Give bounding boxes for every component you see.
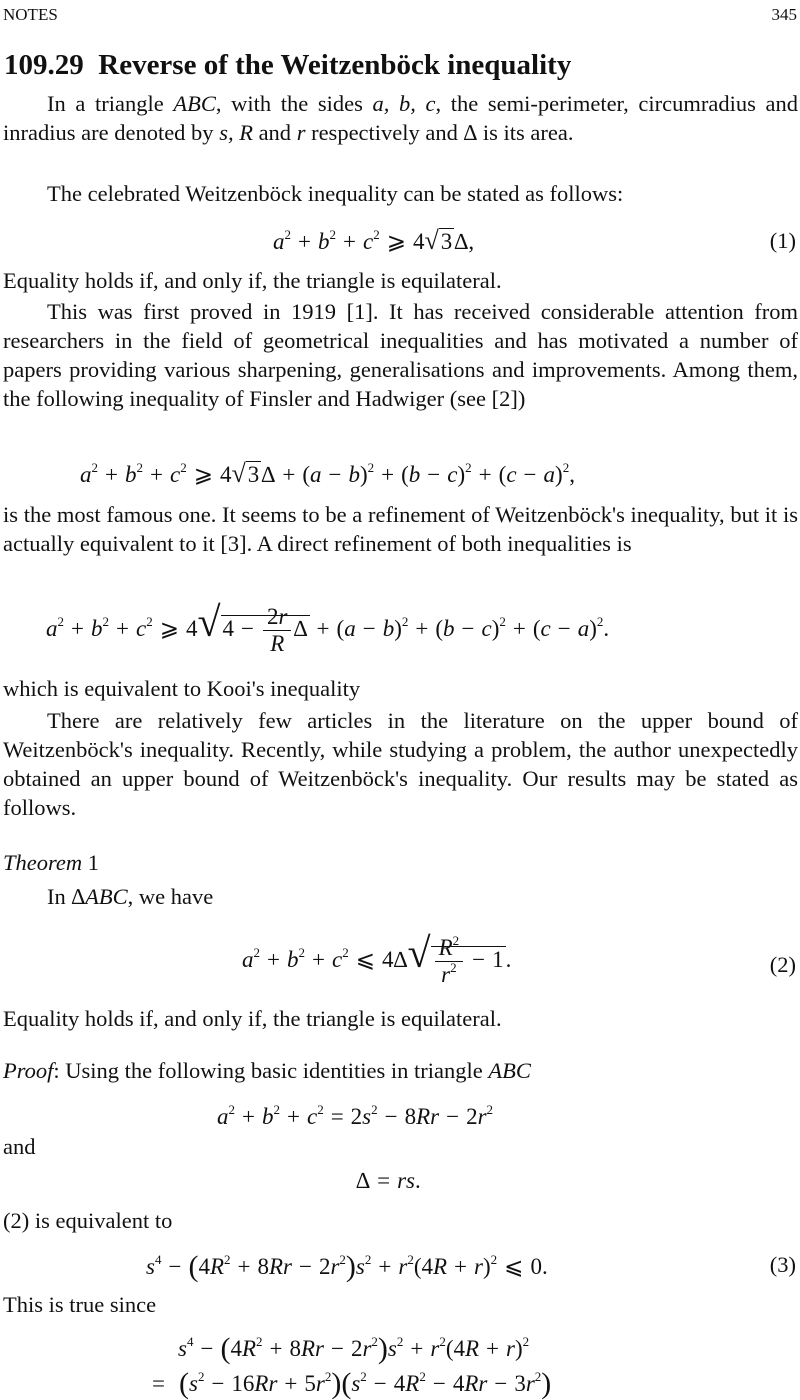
equation-1-number: (1): [769, 228, 796, 253]
equation-3: $s^4 - (4R^2 + 8Rr - 2r^2)s^2 + r^2(4R + r)^2$ ⩽ 0.: [146, 1250, 548, 1283]
equivalence-text: (2) is equivalent to: [3, 1208, 173, 1233]
kooi-equation: $a^2 + b^2 + c^2$ ⩾ 4√4 − $\frac{2r}{R}$ ∆ + $(a - b)^2 + (b - c)^2 + (c - a)^2$.: [46, 599, 610, 656]
finsler-hadwiger-equation: $a^2 + b^2 + c^2$ ⩾ $4√3\Delta + (a - b)^2 + (b - c)^2 + (c - a)^2$,: [80, 459, 575, 488]
proof-opening: Proof: Using the following basic identities in triangle ABC: [3, 1058, 531, 1083]
true-since-text: This is true since: [3, 1292, 157, 1317]
and-text: and: [3, 1134, 36, 1159]
identity-area: ∆ = rs.: [356, 1168, 421, 1193]
equation-3-number: (3): [769, 1252, 796, 1277]
weitzenbock-intro: The celebrated Weitzenböck inequality can be stated as follows:: [47, 181, 624, 206]
refinement-paragraph: is the most famous one. It seems to be a refinement of Weitzenböck's inequality, but it is actually equivalent to it [3]. A direct refinement of both inequalities is: [3, 502, 798, 556]
article-title-text: Reverse of the Weitzenböck inequality: [98, 49, 572, 81]
history-paragraph: This was first proved in 1919 [1]. It has received considerable attention from researchers in the field of geometrical inequalities and has motivated a number of papers providing various sharpening, generalisations and improvements. Among them, the following inequality of Finsler and Hadwiger (see [2]): [3, 299, 798, 411]
running-header: [3, 0, 797, 24]
equation-2-number: (2): [769, 952, 796, 977]
factorization-line-1: $s^4 - (4R^2 + 8Rr - 2r^2)s^2 + r^2(4R + r)^2$: [178, 1332, 530, 1365]
running-header-section: NOTES: [3, 5, 58, 24]
upper-bound-paragraph: There are relatively few articles in the literature on the upper bound of Weitzenböck's inequality. Recently, while studying a problem, the author unexpectedly obtained an upper bound of Weitzenböck's inequality. Our results may be stated as follows.: [3, 708, 798, 820]
identity-sides: $a^2 + b^2 + c^2 = 2s^2 - 8Rr - 2r^2$: [217, 1102, 494, 1129]
kooi-remark: which is equivalent to Kooi's inequality: [3, 676, 361, 701]
theorem-heading: Theorem 1: [3, 850, 100, 875]
equation-1: $a^2 + b^2 + c^2$ ⩾ 4√3∆,: [273, 226, 475, 255]
factorization-line-2: = $(s^2 - 16Rr + 5r^2)(s^2 - 4R^2 - 4Rr - 3r^2)$: [152, 1367, 552, 1400]
equality-statement: Equality holds if, and only if, the triangle is equilateral.: [3, 268, 502, 293]
article-title: [4, 47, 571, 83]
theorem-statement: In ∆ABC, we have: [47, 884, 214, 909]
article-number: 109.29: [4, 49, 84, 81]
equation-2: $a^2 + b^2 + c^2$ ⩽ 4∆√ $\frac{R^2}{r^2}$ − 1.: [242, 930, 512, 987]
intro-paragraph: In a triangle ABC, with the sides a, b, c, the semi-perimeter, circumradius and inradius are denoted by s, R and r respectively and ∆ is its area.: [3, 91, 798, 145]
page-number: 345: [771, 5, 797, 24]
theorem-equality: Equality holds if, and only if, the triangle is equilateral.: [3, 1006, 502, 1031]
